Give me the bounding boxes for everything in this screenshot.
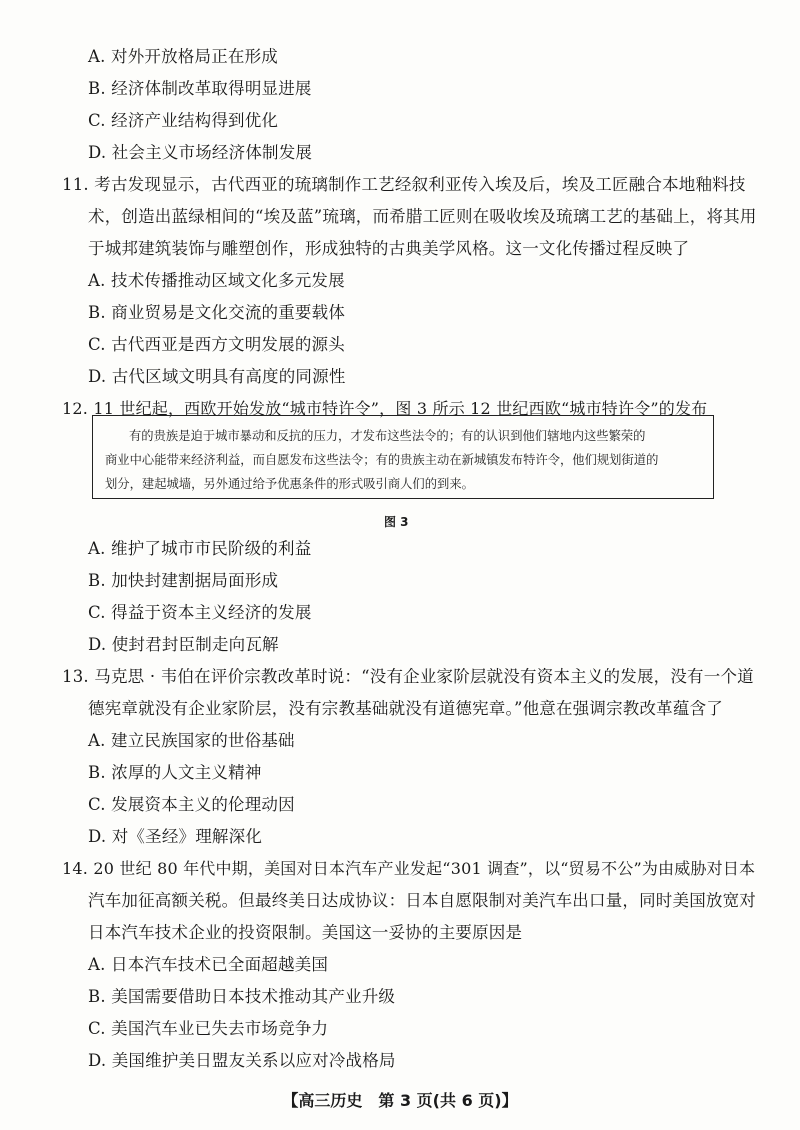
q11-stem-line-3: 于城邦建筑装饰与雕塑创作，形成独特的古典美学风格。这一文化传播过程反映了 xyxy=(88,239,690,258)
q11-stem-line-1: 11. 考古发现显示，古代西亚的琉璃制作工艺经叙利亚传入埃及后，埃及工匠融合本地釉料技 xyxy=(62,175,746,194)
q10-option-d: D. 社会主义市场经济体制发展 xyxy=(88,143,313,162)
q11-option-b: B. 商业贸易是文化交流的重要载体 xyxy=(88,303,346,322)
q12-option-d: D. 使封君封臣制走向瓦解 xyxy=(88,635,279,654)
q14-option-c: C. 美国汽车业已失去市场竞争力 xyxy=(88,1019,329,1038)
q12-option-b: B. 加快封建割据局面形成 xyxy=(88,571,279,590)
page-footer: 【高三历史 第 3 页(共 6 页)】 xyxy=(282,1091,518,1110)
q13-option-a: A. 建立民族国家的世俗基础 xyxy=(88,731,295,750)
q13-stem-line-2: 德宪章就没有企业家阶层，没有宗教基础就没有道德宪章。”他意在强调宗教改革蕴含了 xyxy=(88,699,723,718)
q14-stem-line-2: 汽车加征高额关税。但最终美日达成协议：日本自愿限制对美汽车出口量，同时美国放宽对 xyxy=(88,891,756,910)
q11-option-a: A. 技术传播推动区域文化多元发展 xyxy=(88,271,345,290)
q10-option-b: B. 经济体制改革取得明显进展 xyxy=(88,79,312,98)
quote-line-1: 有的贵族是迫于城市暴动和反抗的压力，才发布这些法令的；有的认识到他们辖地内这些繁荣的 xyxy=(129,429,646,443)
quote-line-3: 划分，建起城墙，另外通过给予优惠条件的形式吸引商人们的到来。 xyxy=(105,477,474,491)
figure-3-quote-box xyxy=(92,415,714,499)
q12-stem: 12. 11 世纪起，西欧开始发放“城市特许令”，图 3 所示 12 世纪西欧“城市特许令”的发布 xyxy=(62,399,708,418)
q12-option-a: A. 维护了城市市民阶级的利益 xyxy=(88,539,312,558)
q14-stem-line-1: 14. 20 世纪 80 年代中期，美国对日本汽车产业发起“301 调查”，以“贸易不公”为由威胁对日本 xyxy=(62,859,756,878)
q10-option-c: C. 经济产业结构得到优化 xyxy=(88,111,279,130)
q14-option-d: D. 美国维护美日盟友关系以应对冷战格局 xyxy=(88,1051,396,1070)
q12-option-c: C. 得益于资本主义经济的发展 xyxy=(88,603,312,622)
q11-option-d: D. 古代区域文明具有高度的同源性 xyxy=(88,367,346,386)
q13-option-c: C. 发展资本主义的伦理动因 xyxy=(88,795,295,814)
figure-label: 图 3 xyxy=(384,515,409,529)
q10-option-a: A. 对外开放格局正在形成 xyxy=(88,47,279,66)
q13-option-d: D. 对《圣经》理解深化 xyxy=(88,827,263,846)
quote-line-2: 商业中心能带来经济利益，而自愿发布这些法令；有的贵族主动在新城镇发布特许令，他们规划街道的 xyxy=(105,453,659,467)
q13-option-b: B. 浓厚的人文主义精神 xyxy=(88,763,262,782)
q14-option-a: A. 日本汽车技术已全面超越美国 xyxy=(88,955,329,974)
q13-stem-line-1: 13. 马克思 · 韦伯在评价宗教改革时说：“没有企业家阶层就没有资本主义的发展，没有一个道 xyxy=(62,667,754,686)
q14-stem-line-3: 日本汽车技术企业的投资限制。美国这一妥协的主要原因是 xyxy=(88,923,523,942)
q11-stem-line-2: 术，创造出蓝绿相间的“埃及蓝”琉璃，而希腊工匠则在吸收埃及琉璃工艺的基础上，将其用 xyxy=(88,207,757,226)
q11-option-c: C. 古代西亚是西方文明发展的源头 xyxy=(88,335,345,354)
q14-option-b: B. 美国需要借助日本技术推动其产业升级 xyxy=(88,987,396,1006)
